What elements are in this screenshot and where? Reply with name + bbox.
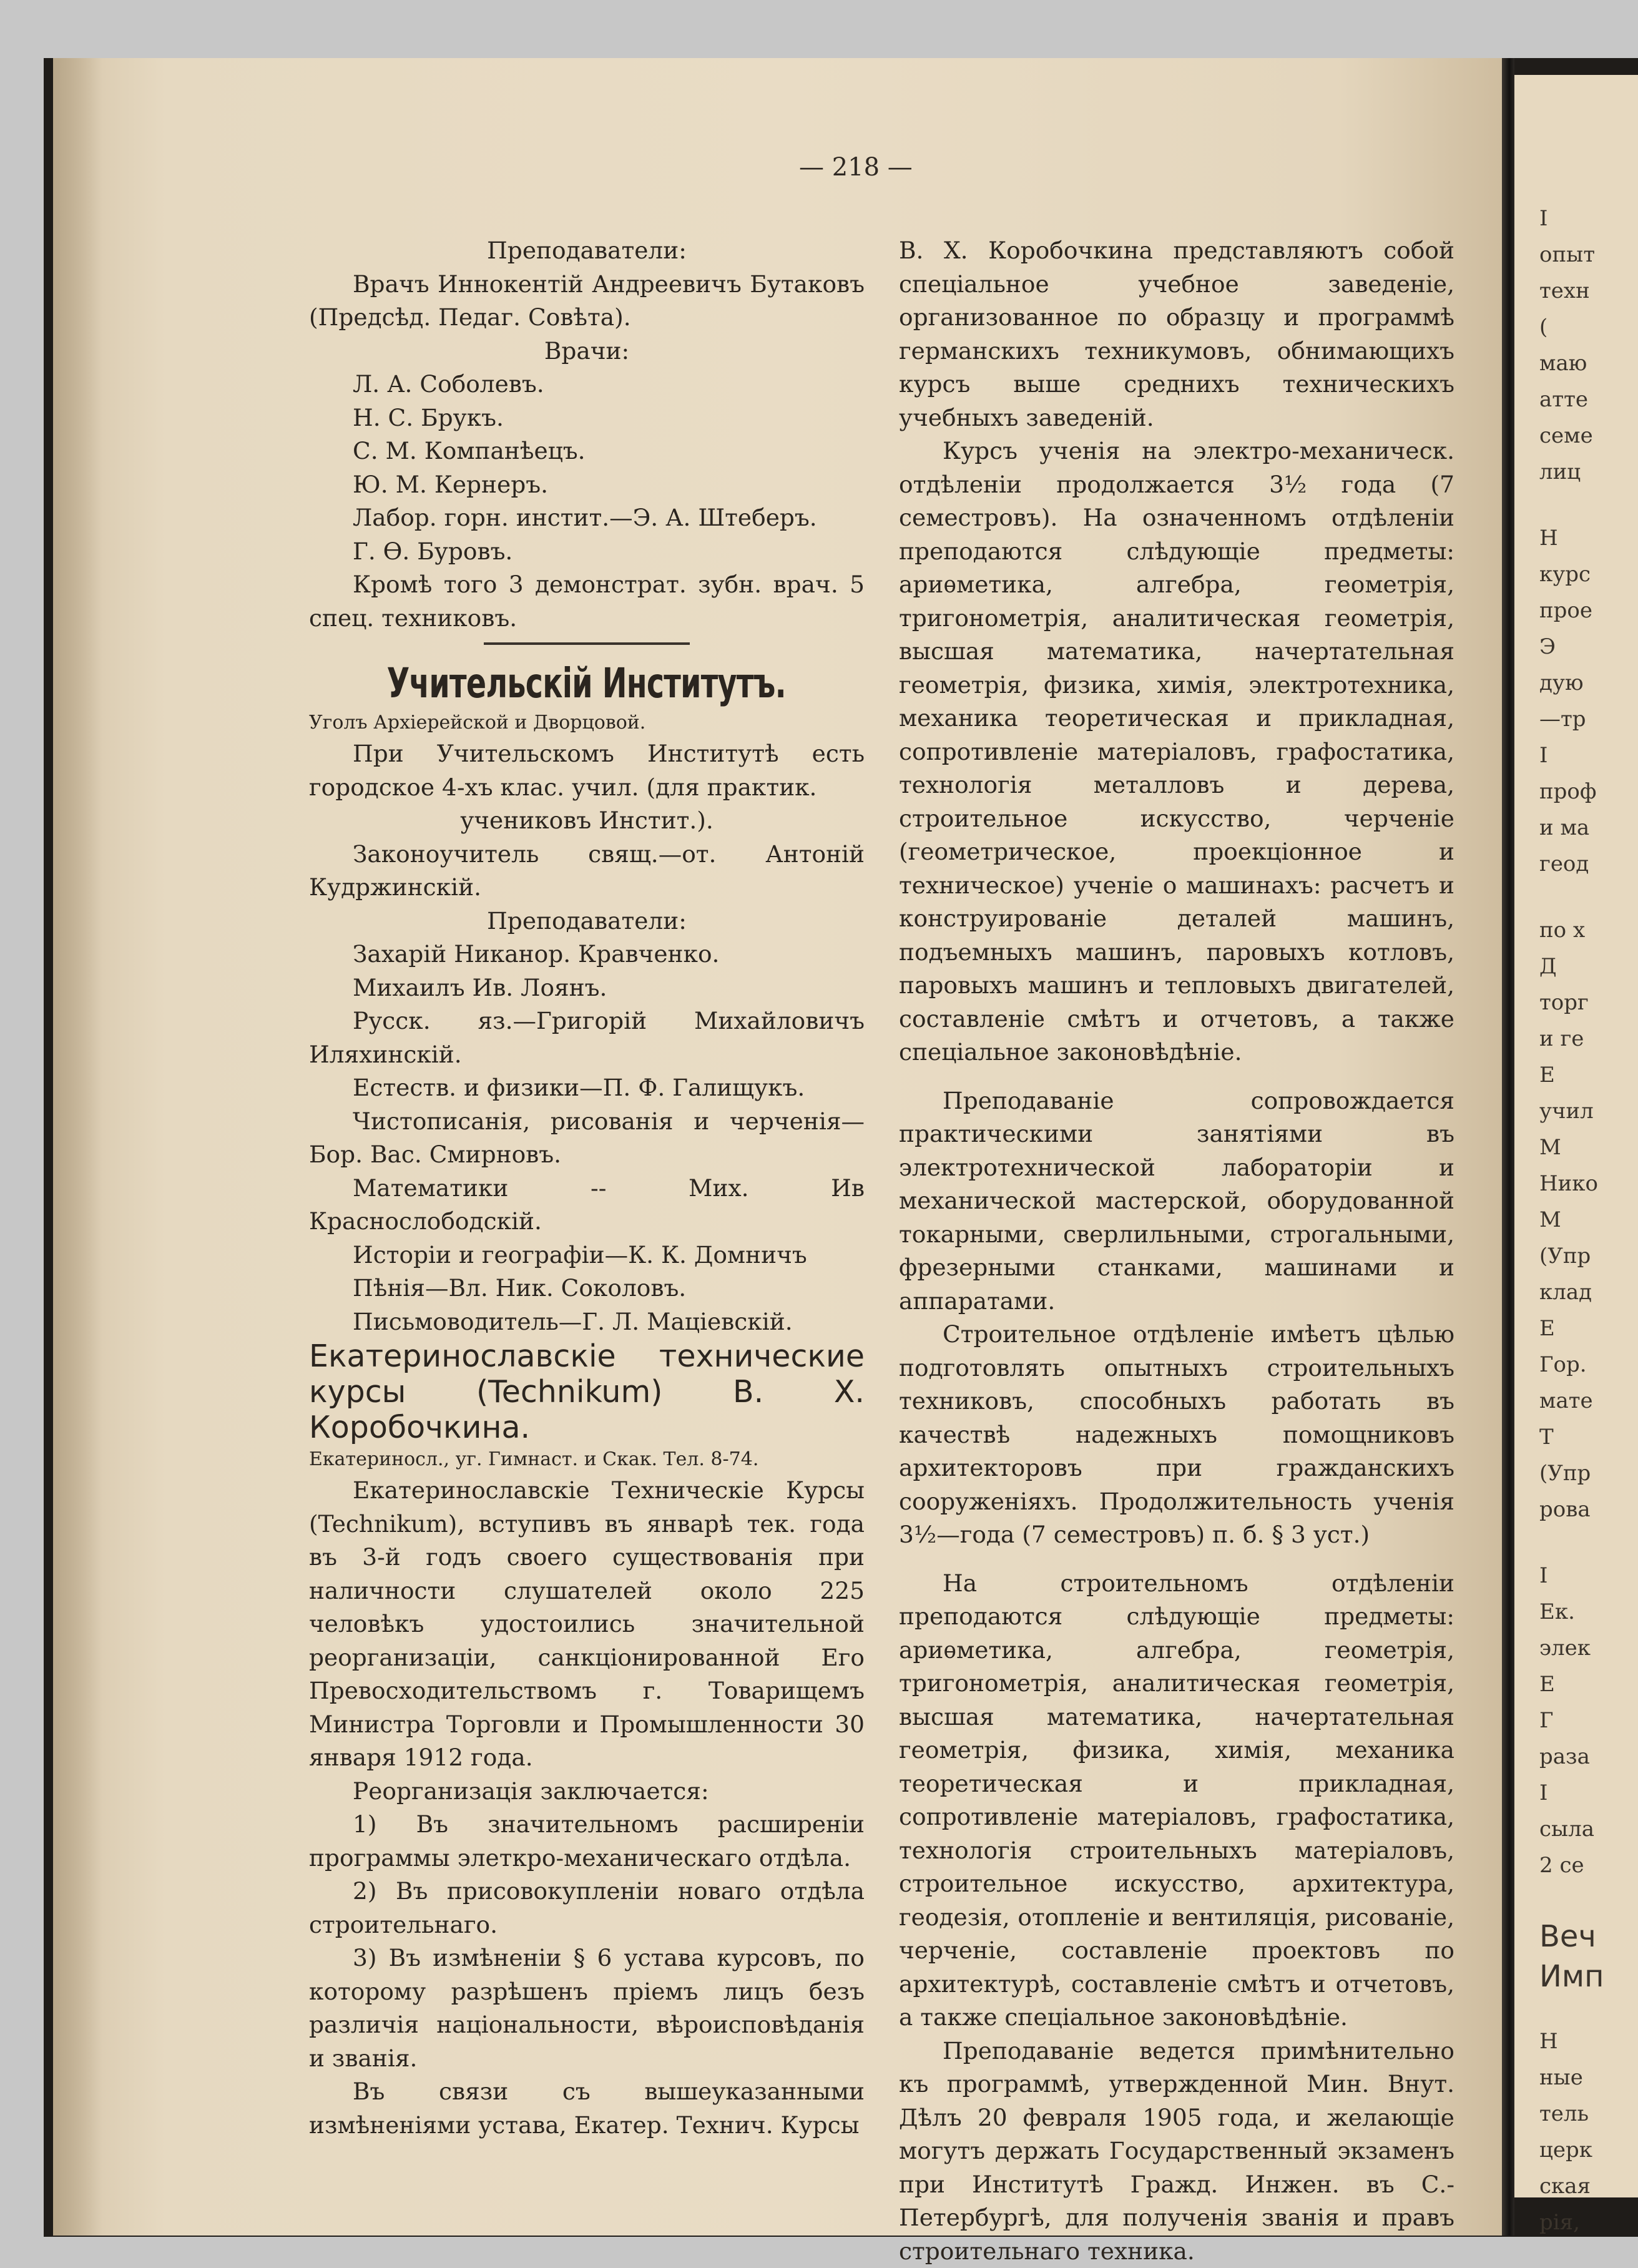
- reorg-item: 2) Въ присовокупленіи новаго отдѣла строительнаго.: [309, 1875, 865, 1942]
- facing-page-text: тель: [1539, 2101, 1589, 2126]
- reorg-tail: Въ связи съ вышеуказанными измѣненіями устава, Екатер. Технич. Курсы: [309, 2075, 865, 2142]
- facing-page-text: Г: [1539, 1708, 1554, 1733]
- facing-page-text: атте: [1539, 387, 1588, 412]
- extra-staff-note: Кромѣ того 3 демонстрат. зубн. врач. 5 спец. техниковъ.: [309, 568, 865, 635]
- book-spine: [1502, 58, 1514, 2236]
- facing-page-text: клад: [1539, 1280, 1592, 1305]
- facing-page-text: —тр: [1539, 707, 1586, 732]
- facing-page-text: Н: [1539, 526, 1558, 551]
- doctor-entry: Л. А. Соболевъ.: [309, 368, 865, 401]
- facing-page-text: I: [1539, 743, 1547, 768]
- courses-intro: Екатеринославскіе Техническіе Курсы (Technikum), вступивъ въ январѣ тек. года въ 3-й годъ своего существованія при наличности слушателей около 225 человѣкъ удостоились значительной реорганизаціи, санкціонированной Его Превосходительствомъ г. Товарищемъ Министра Торговли и Промышленности 30 января 1912 года.: [309, 1474, 865, 1775]
- institute-school: При Учительскомъ Институтѣ есть городское 4-хъ клас. учил. (для практик.: [309, 737, 865, 804]
- facing-page-text: учил: [1539, 1099, 1594, 1124]
- facing-page-text: и ге: [1539, 1026, 1584, 1051]
- courses-address: Екатериносл., уг. Гимнаст. и Скак. Тел. 8-74.: [309, 1445, 865, 1474]
- institute-clerk: Письмоводитель—Г. Л. Маціевскій.: [309, 1305, 865, 1339]
- doctors-heading: Врачи:: [309, 335, 865, 368]
- paragraph-gap: [899, 1552, 1454, 1567]
- reorg-item: 1) Въ значительномъ расширеніи программы элеткро-механическаго отдѣла.: [309, 1808, 865, 1875]
- facing-page-text: сыла: [1539, 1817, 1594, 1842]
- facing-page-text: Э: [1539, 634, 1556, 659]
- facing-page-text: 2 се: [1539, 1853, 1584, 1878]
- facing-page-text: опыт: [1539, 242, 1595, 267]
- facing-page-text: Ек.: [1539, 1599, 1575, 1624]
- doctor-entry: Н. С. Брукъ.: [309, 401, 865, 435]
- facing-page-text: М: [1539, 1207, 1561, 1232]
- doctor-entry: С. М. Компанѣецъ.: [309, 434, 865, 468]
- facing-page-text: I: [1539, 1780, 1547, 1805]
- facing-page-text: семе: [1539, 423, 1593, 448]
- page-number: — 218 —: [799, 153, 913, 182]
- facing-page-text: Имп: [1539, 1959, 1604, 1994]
- facing-page-text: Е: [1539, 1316, 1555, 1341]
- doctor-entry: Лабор. горн. инстит.—Э. А. Штеберъ.: [309, 501, 865, 535]
- institute-title: Учительскій Институтъ.: [387, 659, 787, 709]
- facing-page-text: геод: [1539, 852, 1589, 876]
- facing-page-text: Е: [1539, 1672, 1555, 1697]
- electro-mechanical-program: Курсъ ученія на электро-механическ. отдѣленіи продолжается 3½ года (7 семестровъ). На означенномъ отдѣленіи преподаются слѣдующіе предметы: ариѳметика, алгебра, геометрія, тригонометрія, аналитическая геометрія, высшая математика, начертательная геометрія, физика, химія, электротехника, механика теоретическая и прикладная, сопротивленіе матеріаловъ, графостатика, технологія металловъ и дерева, строительное искусство, черченіе (геометрическое, проекціонное и техническое) ученіе о машинахъ: расчетъ и конструированіе деталей машинъ, подъемныхъ машинъ, паровыхъ котловъ, паровыхъ машинъ и тепловыхъ двигателей, составленіе смѣтъ и отчетовъ, а также спеціальное законовѣдѣніе.: [899, 434, 1454, 1069]
- courses-title: Екатеринославскіе технические курсы (Technikum) В. Х. Коробочкина.: [309, 1338, 865, 1445]
- facing-page-text: (: [1539, 315, 1547, 340]
- facing-page-fragment: [1514, 75, 1638, 2197]
- facing-page-text: техн: [1539, 278, 1590, 303]
- facing-page-text: и ма: [1539, 815, 1589, 840]
- facing-page-text: элек: [1539, 1636, 1591, 1661]
- doctor-entry: Г. Ѳ. Буровъ.: [309, 535, 865, 569]
- facing-page-text: ные: [1539, 2065, 1583, 2090]
- institute-teacher: Михаилъ Ив. Лоянъ.: [309, 971, 865, 1005]
- institute-teacher: Русск. яз.—Григорій Михайловичъ Иляхинскій.: [309, 1004, 865, 1071]
- courses-description: В. Х. Коробочкина представляютъ собой спеціальное учебное заведеніе, организованное по образцу и программѣ германскихъ техникумовъ, обнимающихъ курсъ выше среднихъ техническихъ учебныхъ заведеній.: [899, 234, 1454, 434]
- facing-page-text: мате: [1539, 1388, 1593, 1413]
- paragraph-gap: [899, 1069, 1454, 1084]
- state-exam-note: Преподаваніе ведется примѣнительно къ программѣ, утвержденной Мин. Внут. Дѣлъ 20 февраля 1905 года, и желающіе могутъ держать Государственный экзаменъ при Институтѣ Гражд. Инжен. въ С.-Петербургѣ, для полученія званія и правъ строительнаго техника.: [899, 2035, 1454, 2268]
- facing-page-text: по х: [1539, 918, 1585, 943]
- institute-teacher: Исторіи и географіи—К. К. Домничъ: [309, 1239, 865, 1272]
- chair-doctor: Врачъ Иннокентій Андреевичъ Бутаковъ (Предсѣд. Педаг. Совѣта).: [309, 268, 865, 335]
- construction-program: На строительномъ отдѣленіи преподаются слѣдующіе предметы: ариѳметика, алгебра, геометрія, тригонометрія, аналитическая геометрія, высшая математика, начертательная геометрія, физика, химія, механика теоретическая и прикладная, сопротивленіе матеріаловъ, графостатика, технологія строительныхъ матеріаловъ, строительное искусство, архитектура, геодезія, отопленіе и вентиляція, рисованіе, черченіе, составленіе проектовъ по архитектурѣ, составленіе смѣтъ и отчетовъ, а также спеціальное законовѣдѣніе.: [899, 1567, 1454, 2035]
- facing-page-text: раза: [1539, 1744, 1590, 1769]
- reorg-heading: Реорганизація заключается:: [309, 1775, 865, 1809]
- institute-teacher: Математики -- Мих. Ив Краснослободскій.: [309, 1172, 865, 1239]
- institute-teacher: Естеств. и физики—П. Ф. Галищукъ.: [309, 1071, 865, 1105]
- facing-page-text: прое: [1539, 598, 1592, 623]
- facing-page-text: ская: [1539, 2174, 1591, 2199]
- institute-teacher: Захарій Никанор. Кравченко.: [309, 938, 865, 971]
- facing-page-text: (Упр: [1539, 1461, 1591, 1486]
- facing-page-text: Гор.: [1539, 1352, 1587, 1377]
- facing-page-text: проф: [1539, 779, 1597, 804]
- institute-teachers-heading: Преподаватели:: [309, 905, 865, 938]
- page-gutter-shadow: [53, 58, 103, 2236]
- teachers-heading: Преподаватели:: [309, 234, 865, 268]
- facing-page-text: (Упр: [1539, 1244, 1591, 1269]
- institute-address: Уголъ Архіерейской и Дворцовой.: [309, 709, 865, 737]
- doctor-entry: Ю. М. Кернеръ.: [309, 468, 865, 502]
- practical-training: Преподаваніе сопровождается практическими занятіями въ электротехнической лабораторіи и механической мастерской, оборудованной токарными, сверлильными, строгальными, фрезерными станками, машинами и аппаратами.: [899, 1084, 1454, 1318]
- middle-column: [899, 234, 1454, 2268]
- law-teacher: Законоучитель свящ.—от. Антоній Кудржинскій.: [309, 838, 865, 905]
- facing-page-text: торг: [1539, 990, 1589, 1015]
- facing-page-text: I: [1539, 1563, 1547, 1588]
- facing-page-text: Е: [1539, 1063, 1555, 1087]
- facing-page-text: маю: [1539, 351, 1587, 376]
- facing-page-text: Д: [1539, 954, 1557, 979]
- institute-teacher: Чистописанія, рисованія и черченія—Бор. Вас. Смирновъ.: [309, 1105, 865, 1172]
- facing-page-text: курс: [1539, 562, 1591, 587]
- institute-school-tail: учениковъ Инстит.).: [309, 804, 865, 838]
- facing-page-text: дую: [1539, 670, 1584, 695]
- facing-page-text: Нико: [1539, 1171, 1598, 1196]
- facing-page-text: I: [1539, 206, 1547, 231]
- left-column: [309, 234, 865, 2142]
- facing-page-text: рова: [1539, 1497, 1591, 1522]
- facing-page-text: Н: [1539, 2029, 1558, 2054]
- facing-page-text: Т: [1539, 1425, 1554, 1450]
- facing-page-text: Веч: [1539, 1919, 1596, 1954]
- facing-page-text: рія,: [1539, 2210, 1580, 2235]
- facing-page-text: церк: [1539, 2138, 1592, 2162]
- reorg-item: 3) Въ измѣненіи § 6 устава курсовъ, по которому разрѣшенъ пріемъ лицъ безъ различія національности, вѣроисповѣданія и званія.: [309, 1942, 865, 2075]
- facing-page-text: лиц: [1539, 459, 1581, 484]
- institute-teacher: Пѣнія—Вл. Ник. Соколовъ.: [309, 1272, 865, 1305]
- section-divider: [484, 642, 690, 645]
- construction-department: Строительное отдѣленіе имѣетъ цѣлью подготовлять опытныхъ строительныхъ техниковъ, способныхъ работать въ качествѣ надежныхъ помощниковъ архитекторовъ при гражданскихъ сооруженіяхъ. Продолжительность ученія 3½—года (7 семестровъ) п. б. § 3 уст.): [899, 1318, 1454, 1552]
- facing-page-text: М: [1539, 1135, 1561, 1160]
